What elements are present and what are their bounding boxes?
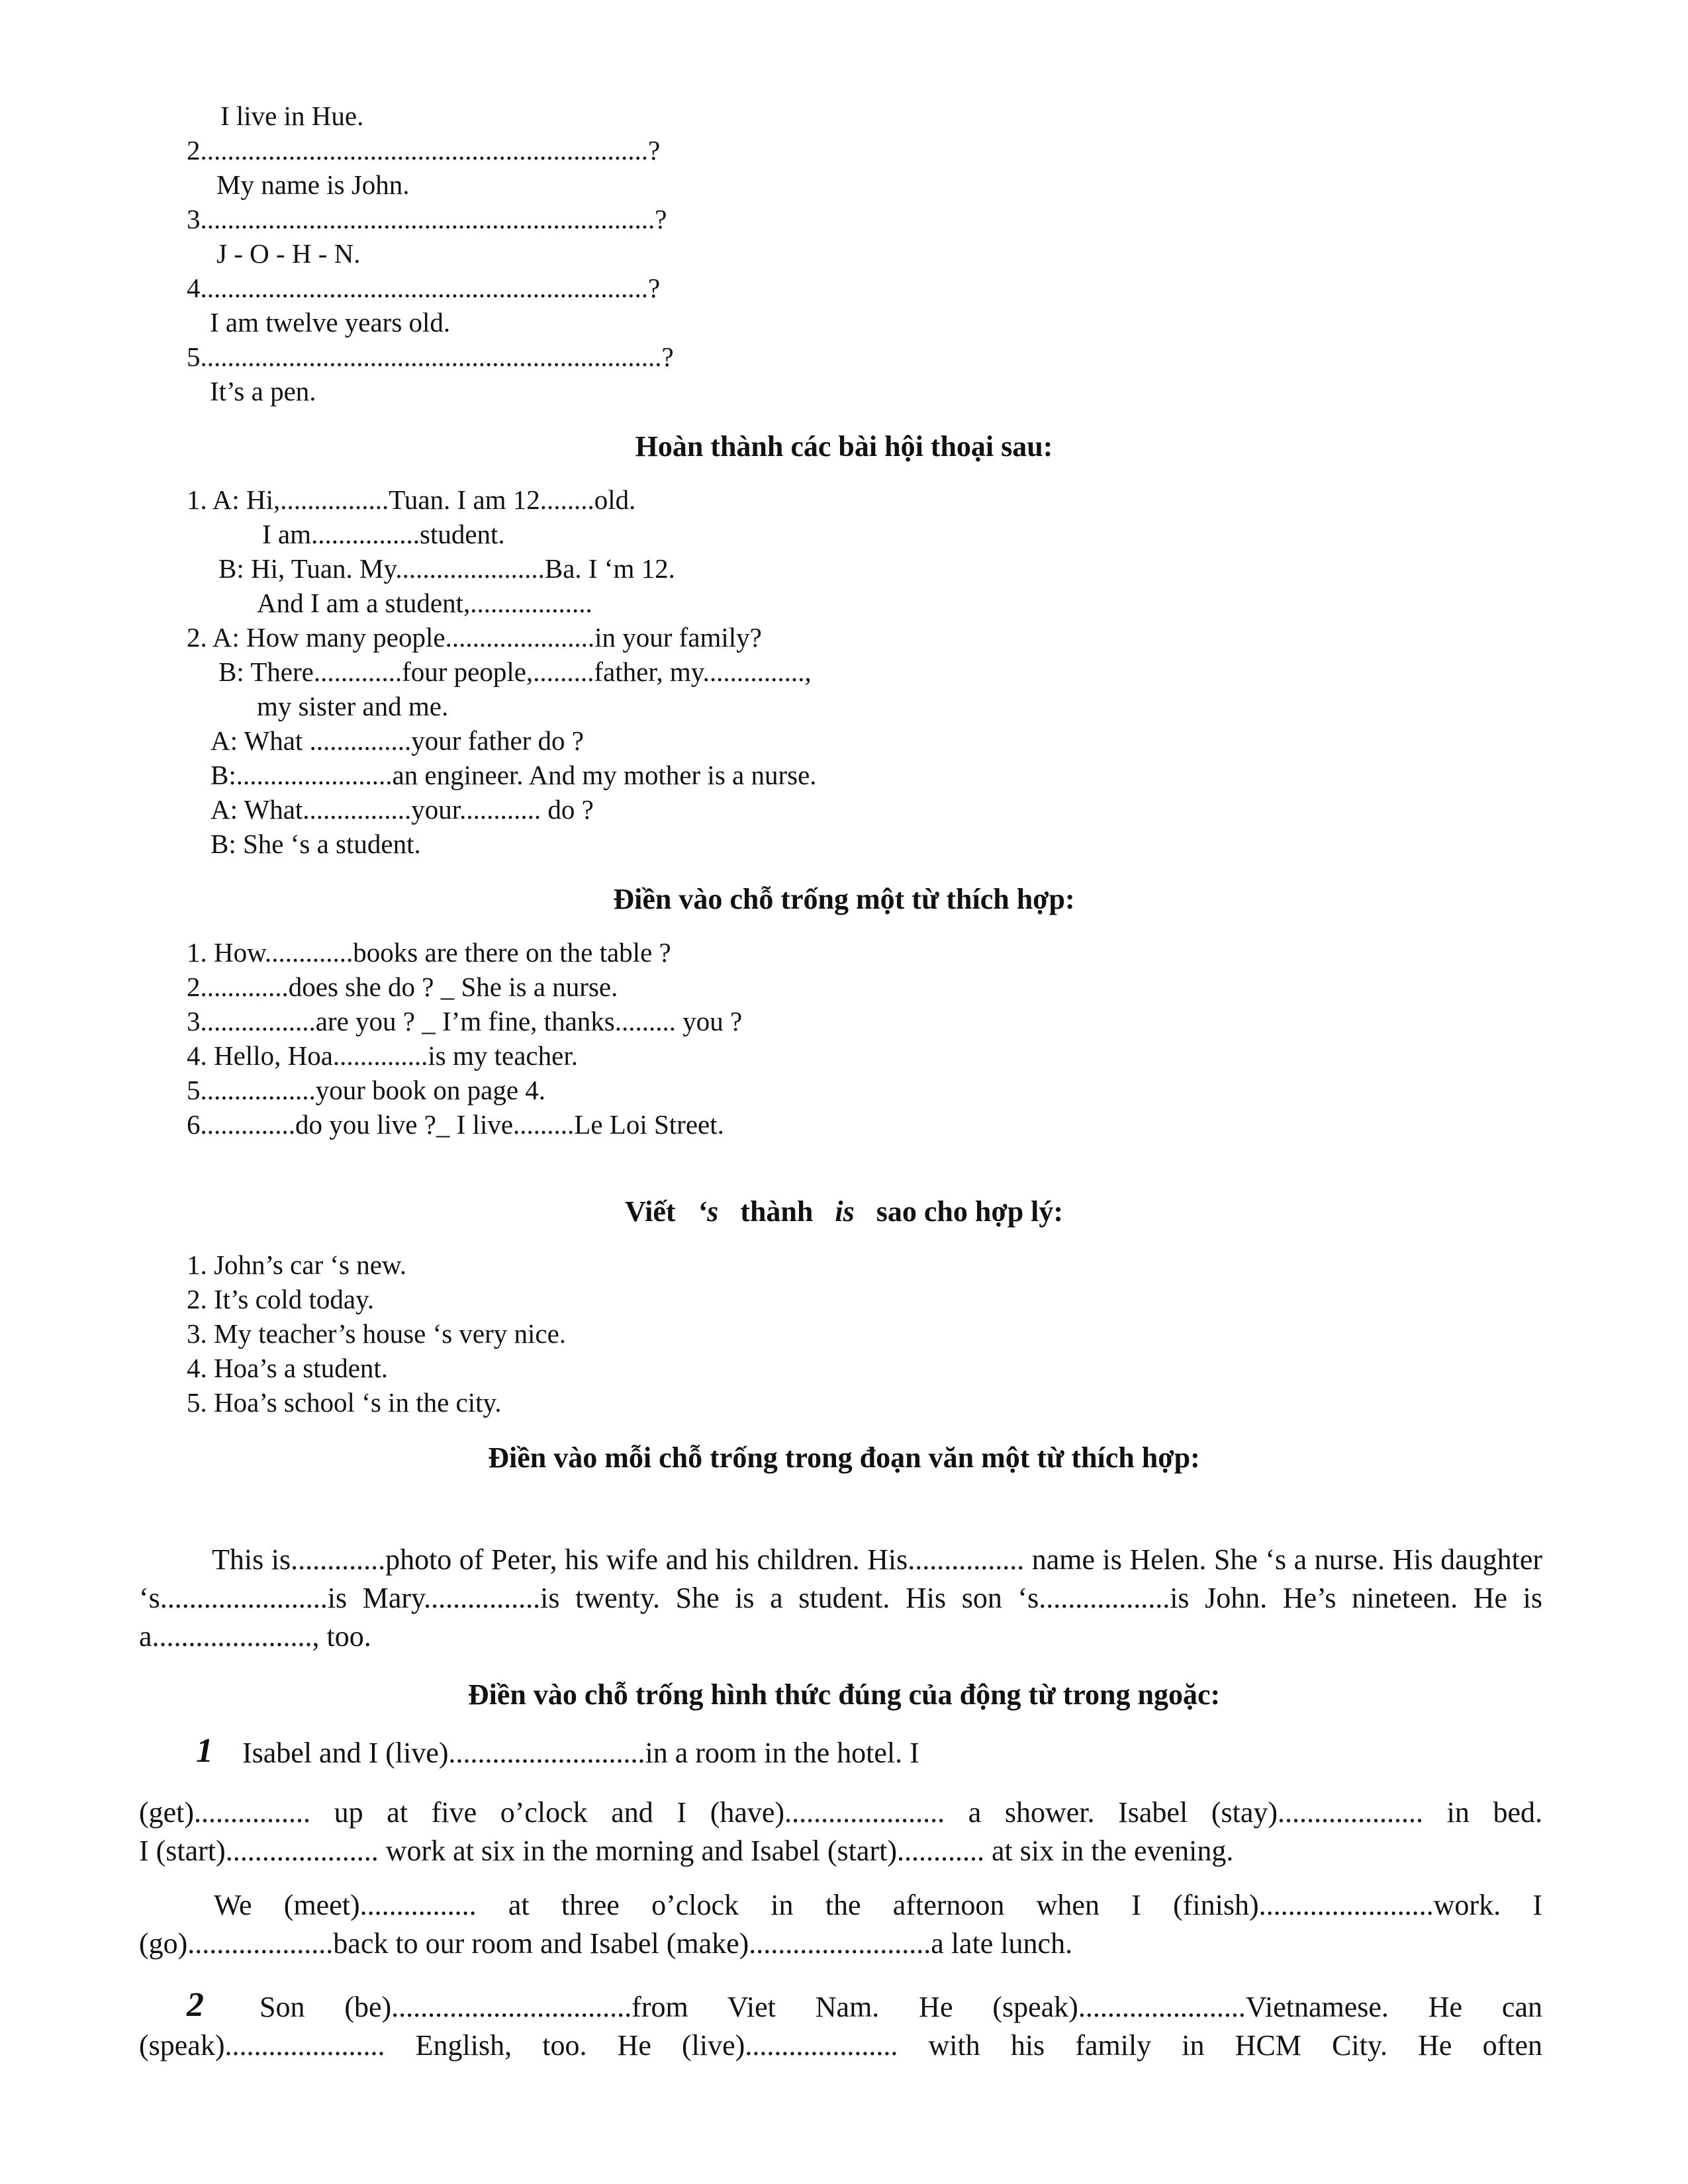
heading-complete-dialogues: Hoàn thành các bài hội thoại sau: — [635, 430, 1053, 463]
heading-fill-paragraph: Điền vào mỗi chỗ trống trong đoạn văn một từ thích hợp: — [488, 1441, 1200, 1474]
exercise-line: We (meet)................ at three o’clock in the afternoon when I (finish)........................work. I — [214, 1889, 1542, 1921]
dialogue-line: 2. A: How many people......................in your family? — [187, 622, 762, 653]
exercise-line: 1. How.............books are there on the table ? — [187, 937, 671, 968]
heading-part-is: is — [835, 1195, 855, 1228]
exercise-line: 2. It’s cold today. — [187, 1284, 375, 1314]
answer-line: My name is John. — [216, 169, 410, 200]
exercise-line: (go)....................back to our room and Isabel (make).........................a late lunch. — [139, 1927, 1073, 1960]
dialogue-line: 1. A: Hi,................Tuan. I am 12........old. — [187, 484, 636, 515]
dialogue-line: A: What................your............ do ? — [211, 794, 594, 825]
dialogue-line: A: What ...............your father do ? — [211, 725, 584, 756]
paragraph-peter: This is.............photo of Peter, his wife and his children. His................ name is Helen. She ‘s a nurse. His daughter ‘s.......................is Mary................is twenty. She is a student. His son ‘s..................is John. He’s nineteen. He is a......................, too. — [139, 1543, 1542, 1653]
exercise-line: 3. My teacher’s house ‘s very nice. — [187, 1318, 567, 1349]
heading-fill-one-word: Điền vào chỗ trống một từ thích hợp: — [613, 883, 1075, 915]
exercise-line: 5.................your book on page 4. — [187, 1075, 546, 1105]
exercise-line: 2.............does she do ? _ She is a nurse. — [187, 972, 618, 1002]
exercise-line: 1. John’s car ‘s new. — [187, 1250, 407, 1280]
answer-line: I am twelve years old. — [210, 307, 451, 338]
dialogue-line: I am................student. — [262, 519, 505, 549]
question-blank-line: 3...................................................................? — [187, 204, 667, 234]
answer-line: It’s a pen. — [210, 376, 316, 406]
exercise-line: (get)................ up at five o’clock and I (have)...................... a shower. Isabel (stay).................... in bed. — [139, 1796, 1542, 1829]
dialogue-line: B: She ‘s a student. — [211, 829, 421, 859]
dialogue-line: B: There.............four people,.........father, my..............., — [218, 657, 812, 687]
exercise-number: 2 — [187, 1986, 204, 2024]
exercise-line: Isabel and I (live)...........................in a room in the hotel. I — [242, 1737, 919, 1769]
exercise-line: 3.................are you ? _ I’m fine, thanks......... you ? — [187, 1006, 743, 1036]
heading-part: sao cho hợp lý: — [876, 1195, 1064, 1228]
exercise-line: I (start)..................... work at six in the morning and Isabel (start)............ at six in the evening. — [139, 1835, 1234, 1867]
dialogue-line: B: Hi, Tuan. My......................Ba. I ‘m 12. — [218, 553, 675, 584]
exercise-line: Son (be).................................from Viet Nam. He (speak).......................Vietnamese. He can — [259, 1991, 1542, 2023]
heading-part: thành — [740, 1195, 814, 1228]
heading-part: Viết — [624, 1195, 676, 1228]
dialogue-line: B:.......................an engineer. And my mother is a nurse. — [211, 760, 817, 790]
heading-rewrite-s-to-is — [0, 1194, 1688, 1230]
answer-line: I live in Hue. — [220, 101, 364, 131]
question-blank-line: 4..................................................................? — [187, 273, 661, 303]
question-blank-line: 2..................................................................? — [187, 135, 661, 165]
exercise-number: 1 — [196, 1732, 213, 1770]
exercise-line: 4. Hello, Hoa..............is my teacher. — [187, 1040, 578, 1071]
exercise-line: 4. Hoa’s a student. — [187, 1353, 389, 1383]
heading-part-s: ‘s — [697, 1195, 719, 1228]
exercise-line: 6..............do you live ?_ I live.........Le Loi Street. — [187, 1109, 724, 1140]
answer-line: J - O - H - N. — [216, 238, 361, 269]
dialogue-line: my sister and me. — [257, 691, 449, 721]
question-blank-line: 5....................................................................? — [187, 341, 674, 372]
heading-verb-forms: Điền vào chỗ trống hình thức đúng của động từ trong ngoặc: — [467, 1678, 1221, 1711]
dialogue-line: And I am a student,.................. — [257, 588, 592, 618]
exercise-line: 5. Hoa’s school ‘s in the city. — [187, 1387, 502, 1418]
exercise-line: (speak)...................... English, too. He (live)..................... with his family in HCM City. He often — [139, 2029, 1542, 2062]
